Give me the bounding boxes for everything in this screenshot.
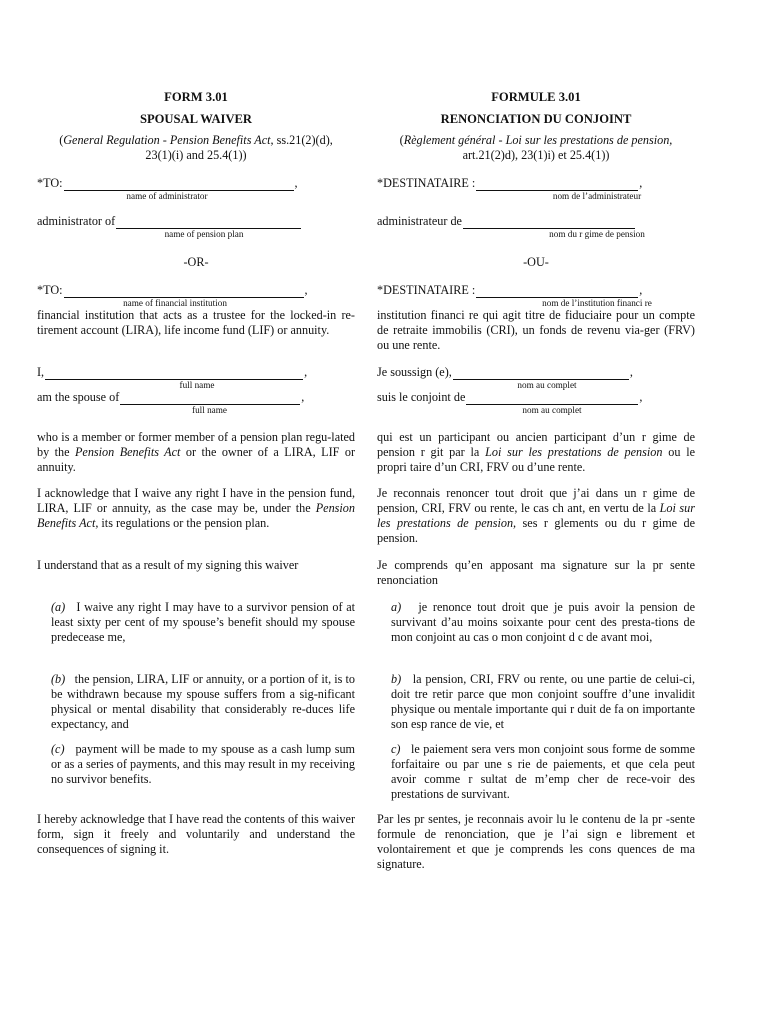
item-b: (b) the pension, LIRA, LIF or annuity, or a portion of it, is to be withdrawn because my spouse suffers from a sig-nificant physical or mental disability that considerably re-duces life expectancy, and xyxy=(51,672,355,731)
plan-name-line[interactable] xyxy=(116,217,301,229)
plan-name-caption: name of pension plan xyxy=(164,229,244,239)
full-name-caption: full name xyxy=(179,380,215,390)
administrator-of-label: administrator of xyxy=(37,214,116,228)
to2-label: *TO: xyxy=(37,283,63,297)
acknowledge-waiver: I acknowledge that I waive any right I have in the pension fund, LIRA, LIF or annuity, as the case may be, under the Pension Benefits Act, its regulations or the pension plan. xyxy=(37,486,355,530)
to-institution-field-fr: *DESTINATAIRE : , nom de l’institution financi re xyxy=(377,283,695,309)
spouse-of-label: am the spouse of xyxy=(37,390,120,404)
french-column xyxy=(377,88,696,871)
item-a: (a) I waive any right I may have to a survivor pension of at least sixty per cent of my spouse’s benefit should my spouse predecease me, xyxy=(51,600,355,644)
institution-description-fr: institution financi re qui agit titre de fiduciaire pour un compte de retraite immobilis (CRI), un fonds de revenu via-ger (FRV) ou une rente. xyxy=(377,308,695,352)
administrator-caption: name of administrator xyxy=(126,191,208,201)
institution-name-line[interactable] xyxy=(64,286,304,298)
or-separator-fr: -OU- xyxy=(523,255,549,269)
spouse-name-caption-fr: nom au complet xyxy=(522,405,582,415)
institution-caption-fr: nom de l’institution financi re xyxy=(542,298,652,308)
full-name-line-fr[interactable] xyxy=(453,368,629,380)
administrator-of-label-fr: administrateur de xyxy=(377,214,462,228)
form-title: SPOUSAL WAIVER xyxy=(139,112,253,126)
institution-name-line-fr[interactable] xyxy=(476,286,638,298)
form-subtitle: (General Regulation - Pension Benefits Act, ss.21(2)(d), 23(1)(i) and 25.4(1)) xyxy=(59,133,333,162)
final-acknowledgement: I hereby acknowledge that I have read the contents of this waiver form, sign it freely and voluntarily and understand the consequences of signing it. xyxy=(37,812,355,856)
form-title-fr: RENONCIATION DU CONJOINT xyxy=(440,112,632,126)
to-label-fr: *DESTINATAIRE : xyxy=(377,176,476,190)
member-statement-fr: qui est un participant ou ancien participant d’un r gime de pension r git par la Loi sur les prestations de pension ou le propri taire d’un CRI, FRV ou d’une rente. xyxy=(377,430,696,474)
or-separator: -OR- xyxy=(183,255,209,269)
i-label: I, xyxy=(37,365,45,379)
administrator-caption-fr: nom de l’administrateur xyxy=(552,191,642,201)
to-administrator-field: *TO: , name of administrator xyxy=(37,176,298,201)
institution-caption: name of financial institution xyxy=(123,298,227,308)
form-number-fr: FORMULE 3.01 xyxy=(491,90,581,104)
plan-name-caption-fr: nom du r gime de pension xyxy=(549,229,645,239)
i-label-fr: Je soussign (e), xyxy=(377,365,452,379)
full-name-caption-fr: nom au complet xyxy=(517,380,577,390)
administrator-name-line[interactable] xyxy=(64,179,294,191)
full-name-field-fr: Je soussign (e), , nom au complet xyxy=(377,365,695,391)
full-name-field: I, , full name xyxy=(37,365,355,391)
to2-label-fr: *DESTINATAIRE : xyxy=(377,283,476,297)
plan-name-field-fr xyxy=(377,214,695,240)
member-statement: who is a member or former member of a pension plan regu-lated by the Pension Benefits Act or the owner of a LIRA, LIF or annuity. xyxy=(37,430,356,474)
spouse-name-field-fr: suis le conjoint de , nom au complet xyxy=(377,390,695,416)
plan-name-field xyxy=(37,214,355,240)
full-name-line[interactable] xyxy=(45,368,303,380)
to-label: *TO: xyxy=(37,176,63,190)
item-a-fr: a) je renonce tout droit que je puis avoir la pension de survivant d’au moins soixante pour cent des presta-tions de mon conjoint au cas o mon conjoint d c de avant moi, xyxy=(391,600,695,644)
spouse-name-field: am the spouse of , full name xyxy=(37,390,355,416)
acknowledge-waiver-fr: Je reconnais renoncer tout droit que j’ai dans un r gime de pension, CRI, FRV ou rente, le cas ch ant, en vertu de la Loi sur les prestations de pension, ses r glements ou du r gime de pension. xyxy=(377,486,695,545)
plan-name-line-fr[interactable] xyxy=(463,217,635,229)
item-c-fr: c) le paiement sera vers mon conjoint sous forme de somme forfaitaire ou par une s rie de paiements, et que cela peut avoir comme r sultat de m’emp cher de rece-voir des prestations de survivant. xyxy=(391,742,695,801)
administrator-name-line-fr[interactable] xyxy=(476,179,638,191)
item-c: (c) payment will be made to my spouse as a cash lump sum or as a series of payments, and this may result in my receiving no survivor benefits. xyxy=(51,742,356,786)
spouse-name-line-fr[interactable] xyxy=(466,393,638,405)
spouse-name-line[interactable] xyxy=(120,393,300,405)
to-institution-field: *TO: , name of financial institution xyxy=(37,283,355,309)
understand-statement-fr: Je comprends qu’en apposant ma signature sur la pr sente renonciation xyxy=(377,558,695,587)
to-administrator-field-fr: *DESTINATAIRE : , nom de l’administrateur xyxy=(377,176,695,202)
english-column xyxy=(37,88,356,856)
institution-description: financial institution that acts as a trustee for the locked-in re-tirement account (LIRA), life income fund (LIF) or annuity. xyxy=(37,308,355,337)
final-acknowledgement-fr: Par les pr sentes, je reconnais avoir lu le contenu de la pr -sente formule de renonciation, que je l’ai sign e librement et volontairement et que je comprends les cons quences de ma signature. xyxy=(377,812,695,871)
item-b-fr: b) la pension, CRI, FRV ou rente, ou une partie de celui-ci, doit tre retir parce que mon conjoint souffre d’une invalidit physique ou mentale importante qui r duit de fa on importante son esp rance de vie, et xyxy=(391,672,696,731)
spouse-name-caption: full name xyxy=(192,405,227,415)
form-number: FORM 3.01 xyxy=(164,90,228,104)
spouse-of-label-fr: suis le conjoint de xyxy=(377,390,466,404)
understand-statement: I understand that as a result of my signing this waiver xyxy=(37,558,299,572)
form-subtitle-fr: (Règlement général - Loi sur les prestations de pension, art.21(2)d), 23(1)i) et 25.4(1)) xyxy=(399,133,673,162)
